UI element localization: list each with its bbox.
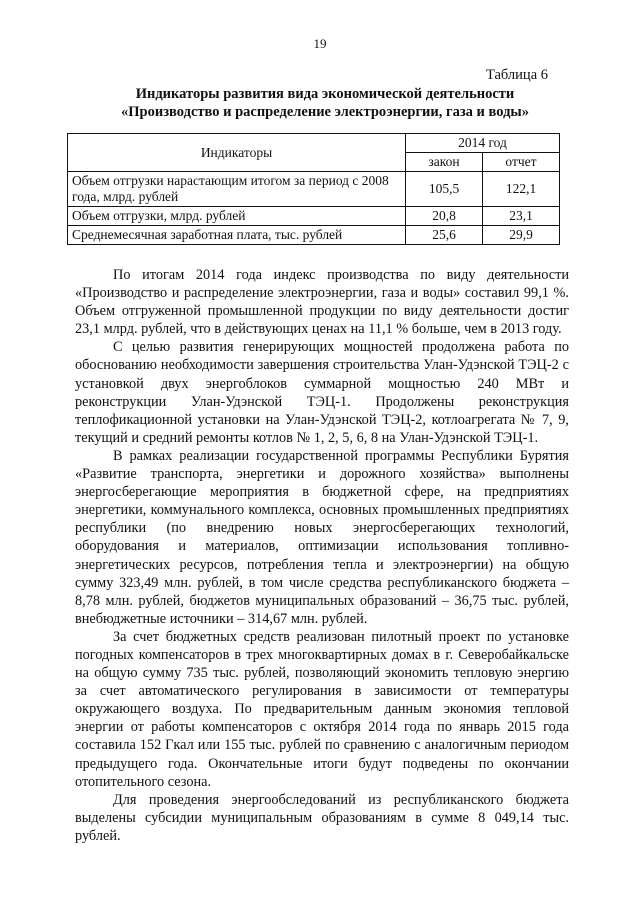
indicator-cell: Объем отгрузки нарастающим итогом за период с 2008 года, млрд. рублей [68, 172, 406, 207]
table-row [68, 172, 560, 207]
paragraph: По итогам 2014 года индекс производства по виду деятельности «Производство и распределение электроэнергии, газа и воды» составил 99,1 %. Объем отгруженной промышленной продукции по виду деятельности достиг 23,1 млрд. рублей, что в действующих ценах на 11,1 % больше, чем в 2013 году. [75, 267, 569, 338]
header-plan: закон [406, 153, 483, 172]
paragraph: Для проведения энергообследований из республиканского бюджета выделены субсидии муниципальным образованиям в сумме 8 049,14 тыс. рублей. [75, 791, 569, 844]
paragraph: За счет бюджетных средств реализован пилотный проект по установке погодных компенсаторов в трех многоквартирных домах в г. Северобайкальске на общую сумму 735 тыс. рублей, позволяющий экономить тепловую энергию за счет автоматического регулирования в зависимости от температуры окружающего воздуха. По предварительным данным экономия тепловой энергии от работы компенсаторов с октября 2014 года по январь 2015 года составила 152 Гкал или 155 тыс. рублей по сравнению с аналогичным периодом предыдущего года. Окончательные итоги будут подведены по окончании отопительного сезона. [75, 628, 569, 790]
plan-cell: 20,8 [406, 207, 483, 226]
table-label: Таблица 6 [485, 67, 548, 83]
indicators-table [67, 133, 560, 245]
indicator-cell: Среднемесячная заработная плата, тыс. рублей [68, 226, 406, 245]
title-line-2: «Производство и распределение электроэнергии, газа и воды» [121, 104, 529, 120]
page-number: 19 [313, 36, 327, 51]
title-line-1: Индикаторы развития вида экономической деятельности [135, 86, 515, 102]
plan-cell: 25,6 [406, 226, 483, 245]
paragraph: С целью развития генерирующих мощностей продолжена работа по обоснованию необходимости завершения строительства Улан-Удэнской ТЭЦ-2 с установкой двух энергоблоков суммарной мощностью 240 МВт и реконструкции Улан-Удэнской ТЭЦ-1. Продолжены реконструкция теплофикационной установки на Улан-Удэнской ТЭЦ-2, котлоагрегата № 7, 9, текущий и средний ремонты котлов № 1, 2, 5, 6, 8 на Улан-Удэнской ТЭЦ-1. [75, 339, 569, 446]
indicator-cell: Объем отгрузки, млрд. рублей [68, 207, 406, 226]
table-row [68, 207, 560, 226]
table-title [60, 85, 590, 121]
header-fact: отчет [483, 153, 560, 172]
table-row [68, 226, 560, 245]
fact-cell: 23,1 [483, 207, 560, 226]
body-text [75, 266, 569, 845]
header-indicator: Индикаторы [68, 134, 406, 172]
paragraph: В рамках реализации государственной программы Республики Бурятия «Развитие транспорта, энергетики и дорожного хозяйства» выполнены энергосберегающие мероприятия в бюджетной сфере, на предприятиях энергетики, коммунального комплекса, основных промышленных предприятиях республики (по внедрению новых энергосберегающих технологий, оборудования и материалов, оптимизации использования топливно-энергетических ресурсов, потребления тепла и электроэнергии) на общую сумму 323,49 млн. рублей, в том числе средства республиканского бюджета – 8,78 млн. рублей, бюджетов муниципальных образований – 36,75 тыс. рублей, внебюджетные источники – 314,67 млн. рублей. [75, 447, 569, 627]
plan-cell: 105,5 [406, 172, 483, 207]
fact-cell: 122,1 [483, 172, 560, 207]
header-year: 2014 год [406, 134, 560, 153]
fact-cell: 29,9 [483, 226, 560, 245]
